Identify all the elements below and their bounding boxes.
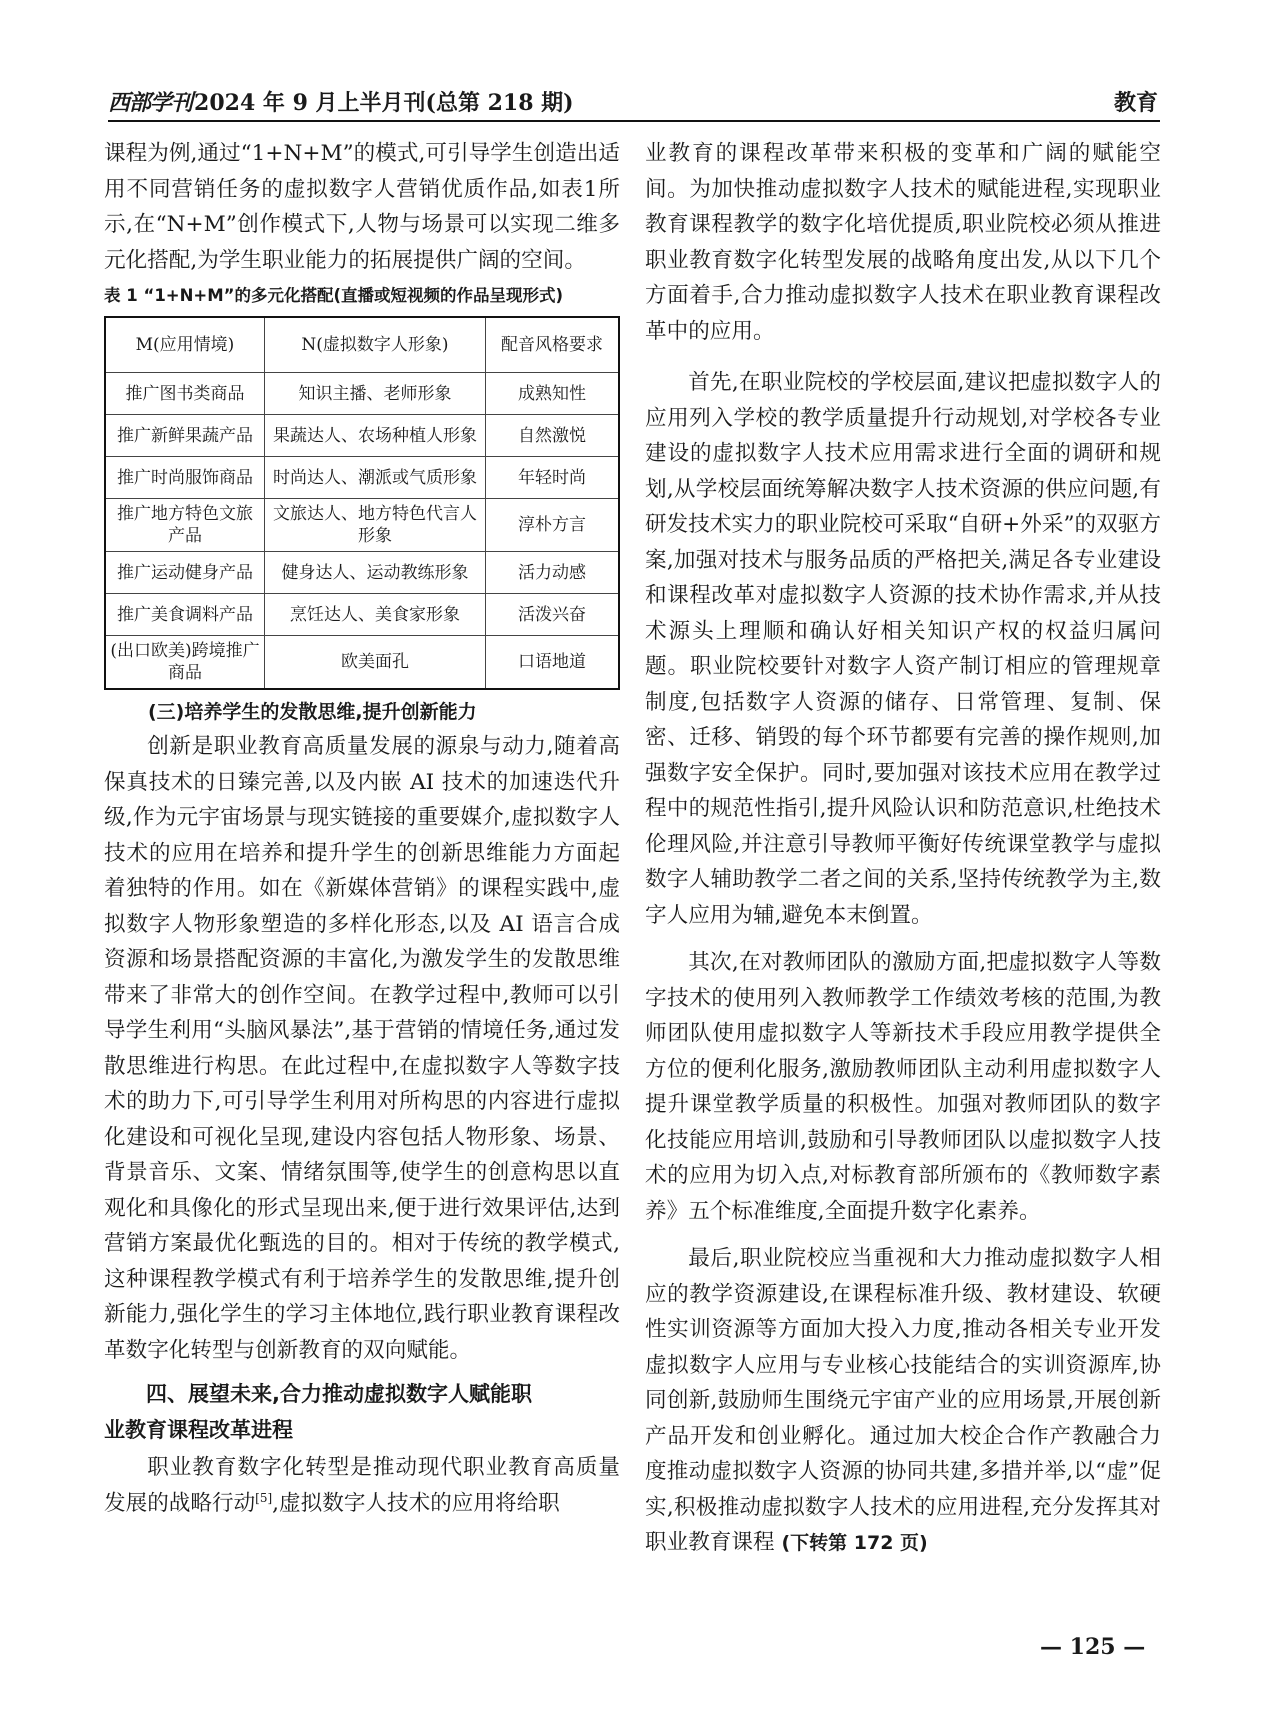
page-number: — 125 — xyxy=(1040,1634,1146,1660)
section-heading xyxy=(104,1376,620,1448)
table-cell: 健身达人、运动教练形象 xyxy=(264,552,485,594)
page-header xyxy=(108,86,1160,122)
table-header-cell: M(应用情境) xyxy=(105,317,264,373)
paragraph: 其次,在对教师团队的激励方面,把虚拟数字人等数字技术的使用列入教师教学工作绩效考核的范围,为教师团队使用虚拟数字人等新技术手段应用教学提供全方位的便利化服务,激励教师团队主动利用虚拟数字人提升课堂教学质量的积极性。加强对教师团队的数字化技能应用培训,鼓励和引导教师团队以虚拟数字人技术的应用为切入点,对标教育部所颁布的《教师数字素养》五个标准维度,全面提升数字化素养。 xyxy=(645,950,1161,1224)
table-cell: 推广美食调料产品 xyxy=(105,594,264,636)
table-cell: 推广地方特色文旅产品 xyxy=(105,499,264,552)
table-cell: 活力动感 xyxy=(486,552,619,594)
section-heading-line: 业教育课程改革进程 xyxy=(104,1418,293,1442)
table-cell: 果蔬达人、农场种植人形象 xyxy=(264,415,485,457)
table-cell: 年轻时尚 xyxy=(486,457,619,499)
paragraph: 首先,在职业院校的学校层面,建议把虚拟数字人的应用列入学校的教学质量提升行动规划,对学校各专业建设的虚拟数字人技术应用需求进行全面的调研和规划,从学校层面统筹解决数字人技术资源的供应问题,有研发技术实力的职业院校可采取“自研+外采”的双驱方案,加强对技术与服务品质的严格把关,满足各专业建设和课程改革对虚拟数字人资源的技术协作需求,并从技术源头上理顺和确认好相关知识产权的权益归属问题。职业院校要针对数字人资产制订相应的管理规章制度,包括数字人资源的储存、日常管理、复制、保密、迁移、销毁的每个环节都要有完善的操作规则,加强数字安全保护。同时,要加强对该技术应用在教学过程中的规范性指引,提升风险认识和防范意识,杜绝技术伦理风险,并注意引导教师平衡好传统课堂教学与虚拟数字人辅助教学二者之间的关系,坚持传统教学为主,数字人应用为辅,避免本末倒置。 xyxy=(645,370,1161,928)
table-cell: 文旅达人、地方特色代言人形象 xyxy=(264,499,485,552)
table-caption: 表 1 “1+N+M”的多元化搭配(直播或短视频的作品呈现形式) xyxy=(104,286,564,305)
table-header-cell: N(虚拟数字人形象) xyxy=(264,317,485,373)
table-body xyxy=(105,317,619,689)
table-header-cell: 配音风格要求 xyxy=(486,317,619,373)
paragraph xyxy=(645,1241,1161,1562)
paragraph-text: 职业教育数字化转型是推动现代职业教育高质量发展的战略行动 xyxy=(104,1455,620,1516)
paragraph: 业教育的课程改革带来积极的变革和广阔的赋能空间。为加快推动虚拟数字人技术的赋能进程,实现职业教育课程教学的数字化培优提质,职业院校必须从推进职业教育数字化转型发展的战略角度出发,从以下几个方面着手,合力推动虚拟数字人技术在职业教育课程改革中的应用。 xyxy=(645,141,1161,344)
paragraph xyxy=(104,1450,620,1521)
paragraph-text: 最后,职业院校应当重视和大力推动虚拟数字人相应的教学资源建设,在课程标准升级、教材建设、软硬性实训资源等方面加大投入力度,推动各相关专业开发虚拟数字人应用与专业核心技能结合的实训资源库,协同创新,鼓励师生围绕元宇宙产业的应用场景,开展创新产品开发和创业孵化。通过加大校企合作产教融合力度推动虚拟数字人资源的协同共建,多措并举,以“虚”促实,积极推动虚拟数字人技术的应用进程,充分发挥其对职业教育课程 xyxy=(645,1246,1161,1555)
right-column xyxy=(645,136,1161,1562)
table-row xyxy=(105,415,619,457)
table-header-row xyxy=(105,317,619,373)
table-row xyxy=(105,499,619,552)
table-row xyxy=(105,636,619,690)
table-cell: 淳朴方言 xyxy=(486,499,619,552)
data-table xyxy=(104,316,620,690)
table-cell: 成熟知性 xyxy=(486,373,619,415)
paragraph: 创新是职业教育高质量发展的源泉与动力,随着高保真技术的日臻完善,以及内嵌 AI 技术的加速迭代升级,作为元宇宙场景与现实链接的重要媒介,虚拟数字人技术的应用在培养和提升学生的创新思维能力方面起着独特的作用。如在《新媒体营销》的课程实践中,虚拟数字人物形象塑造的多样化形态,以及 AI 语言合成资源和场景搭配资源的丰富化,为激发学生的发散思维带来了非常大的创作空间。在教学过程中,教师可以引导学生利用“头脑风暴法”,基于营销的情境任务,通过发散思维进行构思。在此过程中,在虚拟数字人等数字技术的助力下,可引导学生利用对所构思的内容进行虚拟化建设和可视化呈现,建设内容包括人物形象、场景、背景音乐、文案、情绪氛围等,使学生的创意构思以直观化和具像化的形式呈现出来,便于进行效果评估,达到营销方案最优化甄选的目的。相对于传统的教学模式,这种课程教学模式有利于培养学生的发散思维,提升创新能力,强化学生的学习主体地位,践行职业教育课程改革数字化转型与创新教育的双向赋能。 xyxy=(104,734,620,1363)
subsection-heading: (三)培养学生的发散思维,提升创新能力 xyxy=(148,701,477,723)
left-column xyxy=(104,136,620,1521)
paragraph: 课程为例,通过“1+N+M”的模式,可引导学生创造出适用不同营销任务的虚拟数字人营销优质作品,如表1所示,在“N+M”创作模式下,人物与场景可以实现二维多元化搭配,为学生职业能力的拓展提供广阔的空间。 xyxy=(104,141,620,273)
table-cell: (出口欧美)跨境推广商品 xyxy=(105,636,264,690)
table-cell: 知识主播、老师形象 xyxy=(264,373,485,415)
table-cell: 时尚达人、潮派或气质形象 xyxy=(264,457,485,499)
table-cell: 烹饪达人、美食家形象 xyxy=(264,594,485,636)
table-cell: 活泼兴奋 xyxy=(486,594,619,636)
continued-note: (下转第 172 页) xyxy=(781,1532,928,1554)
table-cell: 推广时尚服饰商品 xyxy=(105,457,264,499)
table-row xyxy=(105,594,619,636)
table-cell: 口语地道 xyxy=(486,636,619,690)
table-cell: 推广运动健身产品 xyxy=(105,552,264,594)
table-row xyxy=(105,552,619,594)
table-cell: 自然激悦 xyxy=(486,415,619,457)
paragraph-text: ,虚拟数字人技术的应用将给职 xyxy=(272,1490,560,1516)
table-row xyxy=(105,457,619,499)
table-row xyxy=(105,373,619,415)
citation-reference: [5] xyxy=(255,1490,273,1505)
issue-info: 2024 年 9 月上半月刊(总第 218 期) xyxy=(194,90,574,116)
section-heading-line: 四、展望未来,合力推动虚拟数字人赋能职 xyxy=(146,1382,532,1406)
journal-logo: 西部学刊 xyxy=(108,90,193,116)
table-cell: 推广图书类商品 xyxy=(105,373,264,415)
table-cell: 欧美面孔 xyxy=(264,636,485,690)
journal-masthead xyxy=(108,86,574,117)
section-label: 教育 xyxy=(1113,90,1158,116)
table-cell: 推广新鲜果蔬产品 xyxy=(105,415,264,457)
